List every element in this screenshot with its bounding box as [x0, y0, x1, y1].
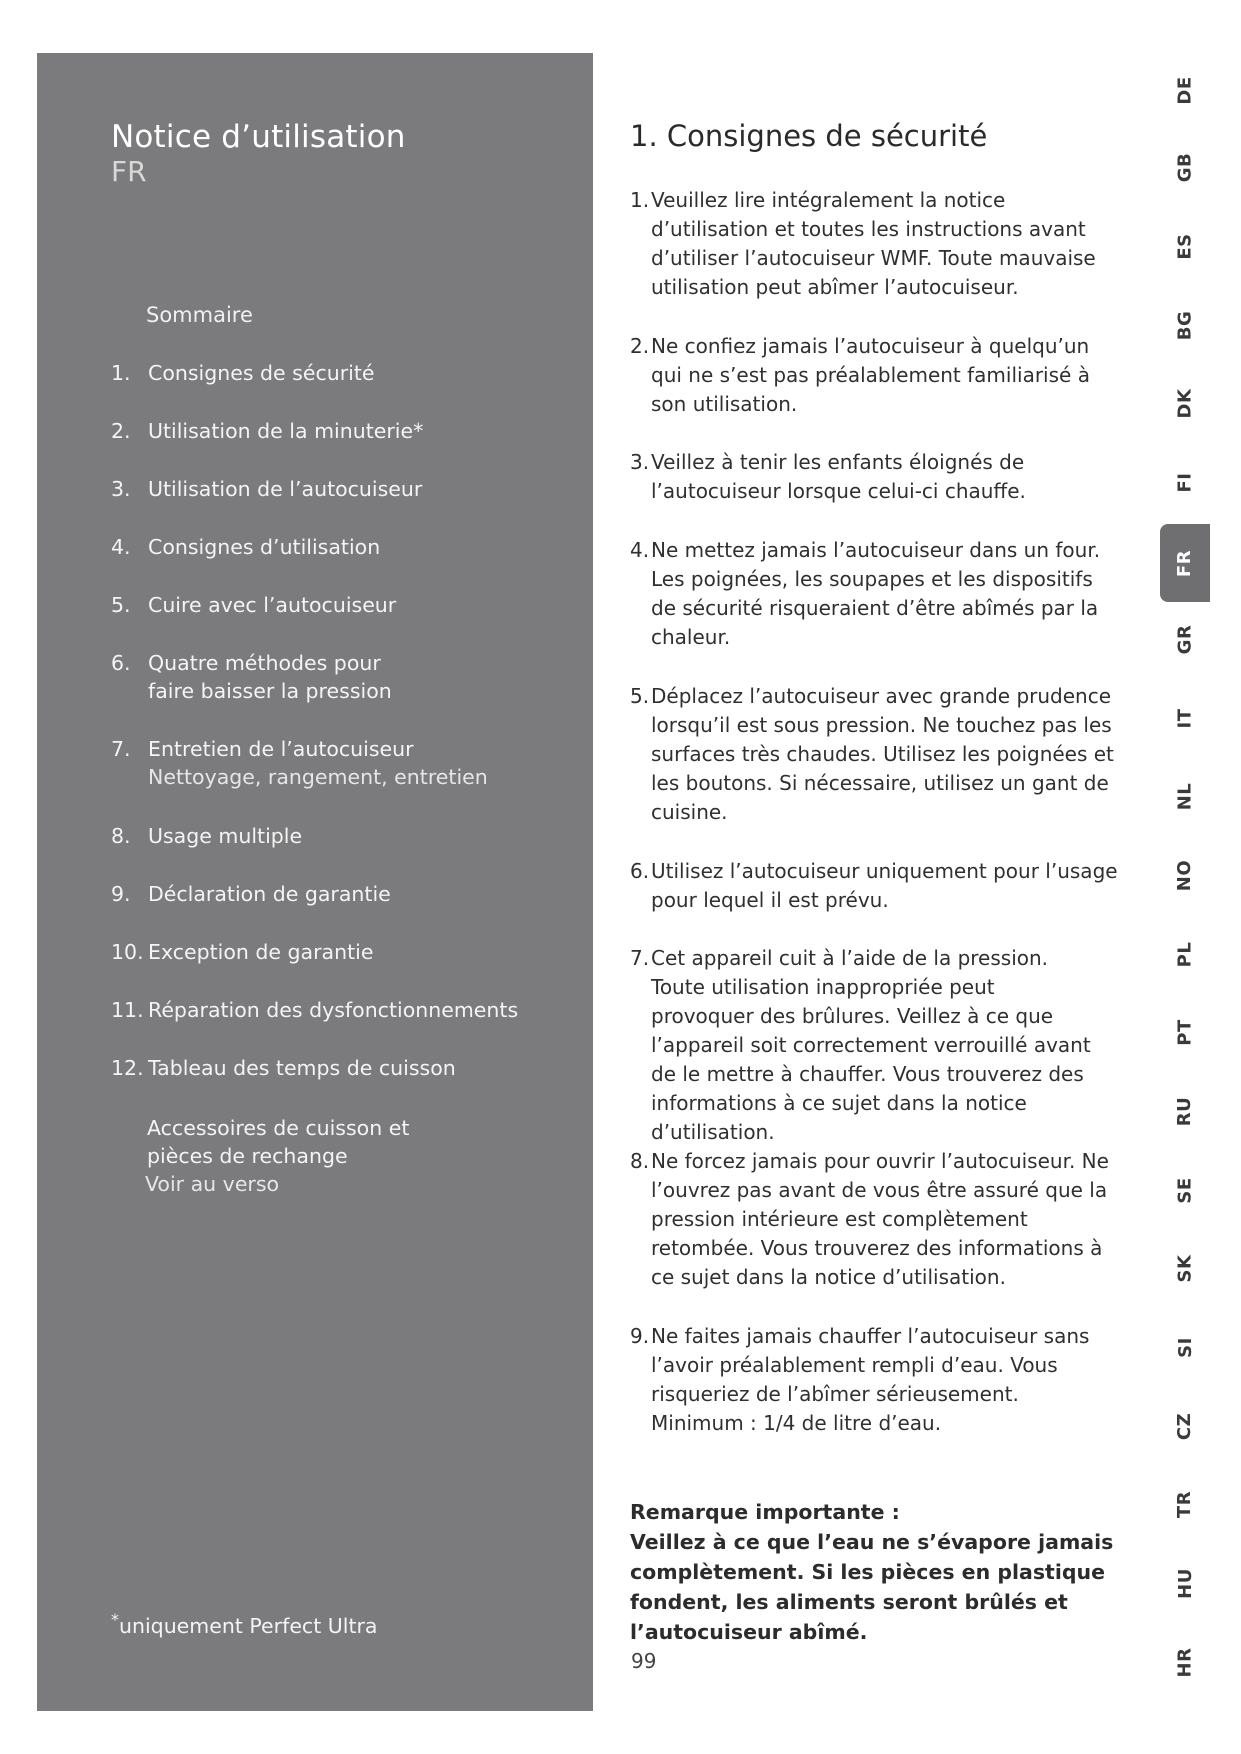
toc-item-number: 7.	[111, 737, 131, 761]
language-tab-ru[interactable]	[1160, 1091, 1210, 1131]
document-language: FR	[111, 155, 147, 188]
rule-text: Déplacez l’autocuiseur avec grande prudence lorsqu’il est sous pression. Ne touchez pas les surfaces très chaudes. Utilisez les poignées et les boutons. Si nécessaire, utilisez un gant de cuisine.	[651, 684, 1114, 824]
toc-item-12[interactable]	[111, 1054, 581, 1082]
safety-section	[630, 118, 1130, 154]
toc-item-6[interactable]	[111, 649, 581, 705]
language-tab-label: HU	[1174, 1567, 1196, 1599]
language-tab-label: SI	[1174, 1336, 1196, 1358]
language-tab-se[interactable]	[1160, 1170, 1210, 1210]
toc-item-number: 1.	[111, 361, 131, 385]
toc-item-11[interactable]	[111, 996, 581, 1024]
language-tab-hr[interactable]	[1160, 1642, 1210, 1682]
language-tab-label: DE	[1174, 75, 1196, 105]
rule-text: Utilisez l’autocuiseur uniquement pour l’usage pour lequel il est prévu.	[651, 859, 1118, 912]
toc-item-label: Exception de garantie	[148, 940, 374, 964]
document-title: Notice d’utilisation	[111, 119, 406, 155]
language-tab-label: NO	[1174, 859, 1196, 891]
toc-item-label: Consignes d’utilisation	[148, 535, 381, 559]
language-tab-label: ES	[1174, 232, 1196, 260]
safety-rule-2	[630, 332, 1120, 419]
toc-item-label: Consignes de sécurité	[148, 361, 375, 385]
toc-item-number: 4.	[111, 535, 131, 559]
toc-item-label: Utilisation de l’autocuiseur	[148, 477, 423, 501]
language-tab-label: FI	[1174, 472, 1196, 492]
safety-rule-4	[630, 536, 1110, 652]
toc-item-sublabel: Nettoyage, rangement, entretien	[148, 765, 488, 789]
toc-item-5[interactable]	[111, 591, 581, 619]
language-tab-nl[interactable]	[1160, 776, 1210, 816]
language-tab-label: SE	[1174, 1176, 1196, 1204]
rule-number: 7.	[630, 946, 650, 970]
language-tab-pl[interactable]	[1160, 934, 1210, 974]
toc-item-9[interactable]	[111, 880, 581, 908]
language-tab-pt[interactable]	[1160, 1012, 1210, 1052]
language-tab-label: IT	[1174, 708, 1196, 728]
toc-accessories[interactable]	[147, 1114, 477, 1198]
rule-text: Ne mettez jamais l’autocuiseur dans un four. Les poignées, les soupapes et les dispositifs de sécurité risqueraient d’être abîmés par la chaleur.	[651, 538, 1101, 649]
toc-item-10[interactable]	[111, 938, 581, 966]
language-tab-tr[interactable]	[1160, 1484, 1210, 1524]
rule-text: Veuillez lire intégralement la notice d’utilisation et toutes les instructions avant d’utiliser l’autocuiseur WMF. Toute mauvaise utilisation peut abîmer l’autocuiseur.	[651, 188, 1096, 299]
rule-number: 2.	[630, 334, 650, 358]
safety-rule-3	[630, 448, 1050, 506]
language-tab-label: TR	[1174, 1490, 1196, 1518]
language-tab-de[interactable]	[1160, 70, 1210, 110]
language-tab-label: PL	[1174, 941, 1196, 967]
toc-item-number: 9.	[111, 882, 131, 906]
language-tab-label: FR	[1174, 549, 1196, 577]
toc-item-label: Tableau des temps de cuisson	[148, 1056, 456, 1080]
toc-item-label: Cuire avec l’autocuiseur	[148, 593, 397, 617]
important-note-text: Veillez à ce que l’eau ne s’évapore jamais complètement. Si les pièces en plastique fondent, les aliments seront brûlés et l’autocuiseur abîmé.	[630, 1530, 1114, 1644]
language-tab-it[interactable]	[1160, 698, 1210, 738]
toc-item-number: 12.	[111, 1056, 144, 1080]
page-number: 99	[631, 1649, 657, 1673]
language-tab-label: SK	[1174, 1254, 1196, 1282]
toc-item-number: 3.	[111, 477, 131, 501]
toc-item-number: 6.	[111, 651, 131, 675]
language-tab-label: DK	[1174, 388, 1196, 418]
toc-item-label: Déclaration de garantie	[148, 882, 391, 906]
rule-number: 3.	[630, 450, 650, 474]
language-tab-no[interactable]	[1160, 855, 1210, 895]
rule-number: 1.	[630, 188, 650, 212]
contents-panel	[37, 53, 593, 1711]
rule-number: 5.	[630, 684, 650, 708]
rule-text: Ne forcez jamais pour ouvrir l’autocuiseur. Ne l’ouvrez pas avant de vous être assuré que la pression intérieure est complètement retombée. Vous trouverez des informations à ce sujet dans la notice d’utilisation.	[651, 1149, 1109, 1289]
toc-item-4[interactable]	[111, 533, 581, 561]
rule-text: Cet appareil cuit à l’aide de la pression. Toute utilisation inappropriée peut provoquer des brûlures. Veillez à ce que l’appareil soit correctement verrouillé avant de le mettre à chauffer. Vous trouverez des informations à ce sujet dans la notice d’utilisation.	[651, 946, 1091, 1144]
language-tab-sk[interactable]	[1160, 1248, 1210, 1288]
language-tab-label: NL	[1174, 782, 1196, 810]
rule-text: Ne faites jamais chauffer l’autocuiseur sans l’avoir préalablement rempli d’eau. Vous risqueriez de l’abîmer sérieusement. Minimum : 1/4 de litre d’eau.	[651, 1324, 1090, 1435]
toc-accessories-label: Accessoires de cuisson et pièces de rechange	[147, 1116, 410, 1168]
toc-item-number: 11.	[111, 998, 144, 1022]
toc-item-number: 5.	[111, 593, 131, 617]
language-tab-es[interactable]	[1160, 226, 1210, 266]
footnote-mark: *	[111, 1610, 119, 1629]
safety-rule-7	[630, 944, 1100, 1147]
language-tab-label: GR	[1174, 624, 1196, 654]
rule-number: 8.	[630, 1149, 650, 1173]
section-title: 1. Consignes de sécurité	[630, 119, 988, 153]
language-tab-gr[interactable]	[1160, 619, 1210, 659]
language-tabs	[1160, 52, 1210, 1702]
language-tab-label: CZ	[1174, 1412, 1196, 1440]
language-tab-gb[interactable]	[1160, 147, 1210, 187]
toc-item-number: 8.	[111, 824, 131, 848]
footnote	[111, 1610, 377, 1638]
important-note-title: Remarque importante :	[630, 1500, 900, 1524]
language-tab-bg[interactable]	[1160, 305, 1210, 345]
toc-item-number: 10.	[111, 940, 144, 964]
language-tab-fi[interactable]	[1160, 462, 1210, 502]
toc-item-number: 2.	[111, 419, 131, 443]
language-tab-label: HR	[1174, 1647, 1196, 1677]
toc-item-3[interactable]	[111, 475, 581, 503]
language-tab-label: BG	[1174, 310, 1196, 340]
toc-accessories-sublabel: Voir au verso	[145, 1172, 280, 1196]
toc-item-label: Entretien de l’autocuiseur	[148, 737, 414, 761]
language-tab-fr[interactable]	[1160, 524, 1210, 602]
important-note	[630, 1497, 1130, 1647]
toc-item-2[interactable]	[111, 417, 581, 445]
language-tab-hu[interactable]	[1160, 1563, 1210, 1603]
toc-item-label-group	[148, 735, 568, 791]
toc-item-label: Usage multiple	[148, 824, 303, 848]
safety-rule-9	[630, 1322, 1100, 1438]
language-tab-si[interactable]	[1160, 1327, 1210, 1367]
language-tab-label: RU	[1174, 1096, 1196, 1126]
language-tab-cz[interactable]	[1160, 1406, 1210, 1446]
safety-rule-5	[630, 682, 1120, 827]
toc-heading: Sommaire	[146, 303, 253, 327]
toc-item-label: Utilisation de la minuterie*	[148, 419, 424, 443]
toc-item-7[interactable]	[111, 735, 581, 791]
rule-number: 9.	[630, 1324, 650, 1348]
safety-rule-6	[630, 857, 1120, 915]
toc-item-label: Réparation des dysfonctionnements	[148, 998, 519, 1022]
toc-item-1[interactable]	[111, 359, 581, 387]
rule-text: Veillez à tenir les enfants éloignés de l’autocuiseur lorsque celui-ci chauffe.	[651, 450, 1026, 503]
rule-text: Ne confiez jamais l’autocuiseur à quelqu’un qui ne s’est pas préalablement familiarisé à son utilisation.	[651, 334, 1090, 416]
toc-item-8[interactable]	[111, 822, 581, 850]
language-tab-label: GB	[1174, 152, 1196, 182]
footnote-text: uniquement Perfect Ultra	[119, 1614, 378, 1638]
rule-number: 4.	[630, 538, 650, 562]
rule-number: 6.	[630, 859, 650, 883]
language-tab-dk[interactable]	[1160, 383, 1210, 423]
language-tab-label: PT	[1174, 1018, 1196, 1046]
safety-rule-1	[630, 186, 1100, 302]
toc-item-label: Quatre méthodes pour faire baisser la pression	[148, 651, 392, 703]
safety-rule-8	[630, 1147, 1125, 1292]
